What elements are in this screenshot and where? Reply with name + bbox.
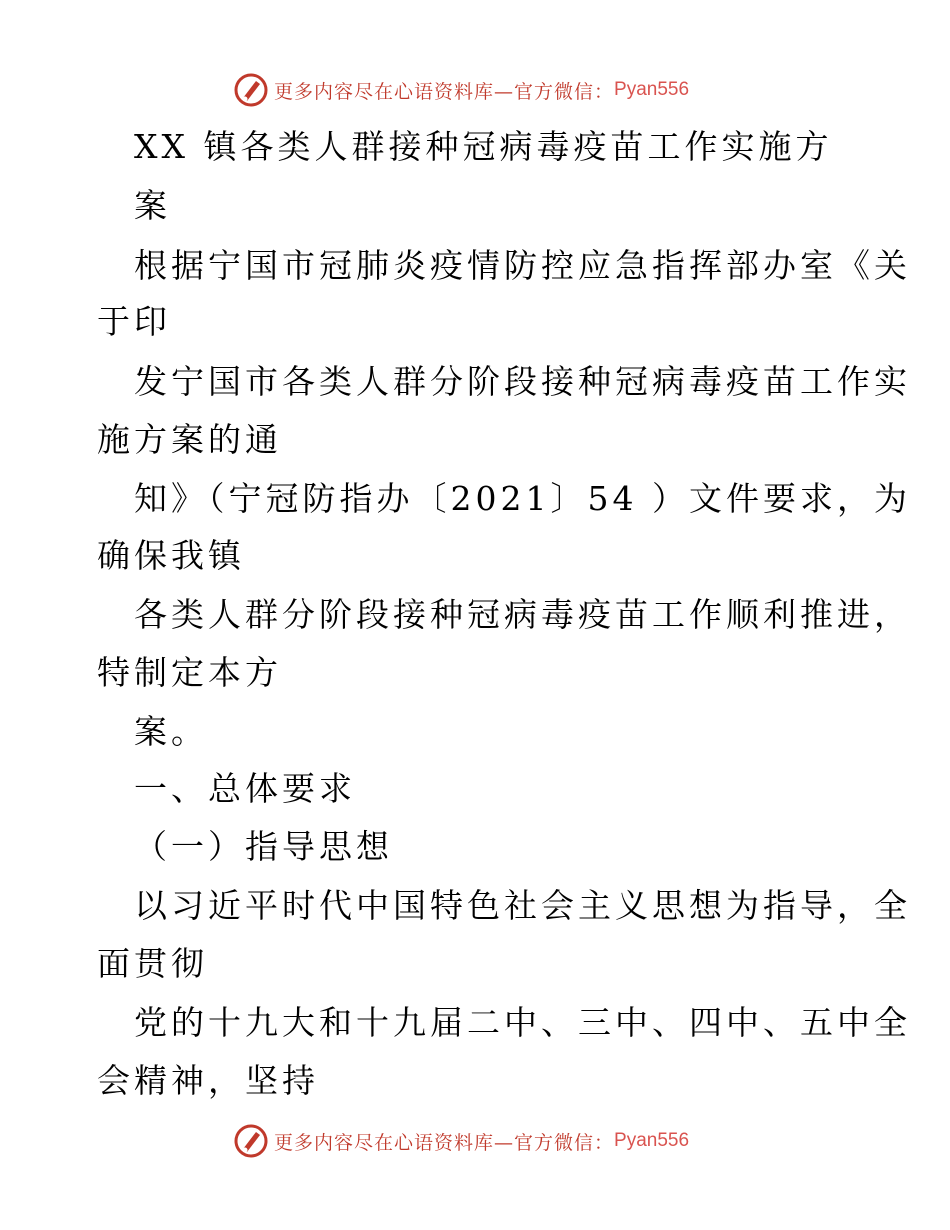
pen-logo-icon [234,73,268,107]
watermark-text: 更多内容尽在心语资料库—官方微信： [274,80,615,103]
section-heading: 一、总体要求 [134,769,356,808]
footer-watermark [234,1121,689,1161]
document-text-line: 案。 [134,712,208,751]
watermark-wechat-id: Pyan556 [614,79,690,100]
watermark-text: 更多内容尽在心语资料库—官方微信： [274,1131,615,1154]
document-text-line: 以习近平时代中国特色社会主义思想为指导，全 [134,886,911,925]
document-text-line: 根据宁国市冠肺炎疫情防控应急指挥部办室《关 [134,246,911,285]
document-text-line: 知》（宁冠防指办〔2021〕54 ）文件要求，为 [134,479,911,518]
document-text-line: 发宁国市各类人群分阶段接种冠病毒疫苗工作实 [134,362,911,401]
header-watermark [234,70,689,110]
document-text-line: 党的十九大和十九届二中、三中、四中、五中全 [134,1003,911,1042]
document-text-line: 特制定本方 [97,653,282,692]
document-text-line: 施方案的通 [97,420,282,459]
document-text-line: 各类人群分阶段接种冠病毒疫苗工作顺利推进， [134,595,911,634]
document-text-line: 会精神，坚持 [97,1061,319,1100]
document-title-line-2: 案 [134,186,171,225]
document-title-line-1: XX 镇各类人群接种冠病毒疫苗工作实施方 [134,127,833,166]
subsection-heading: （一）指导思想 [134,827,393,866]
document-text-line: 确保我镇 [97,536,245,575]
document-text-line: 于印 [97,302,171,341]
pen-logo-icon [234,1124,268,1158]
watermark-wechat-id: Pyan556 [614,1130,690,1151]
document-text-line: 面贯彻 [97,944,208,983]
